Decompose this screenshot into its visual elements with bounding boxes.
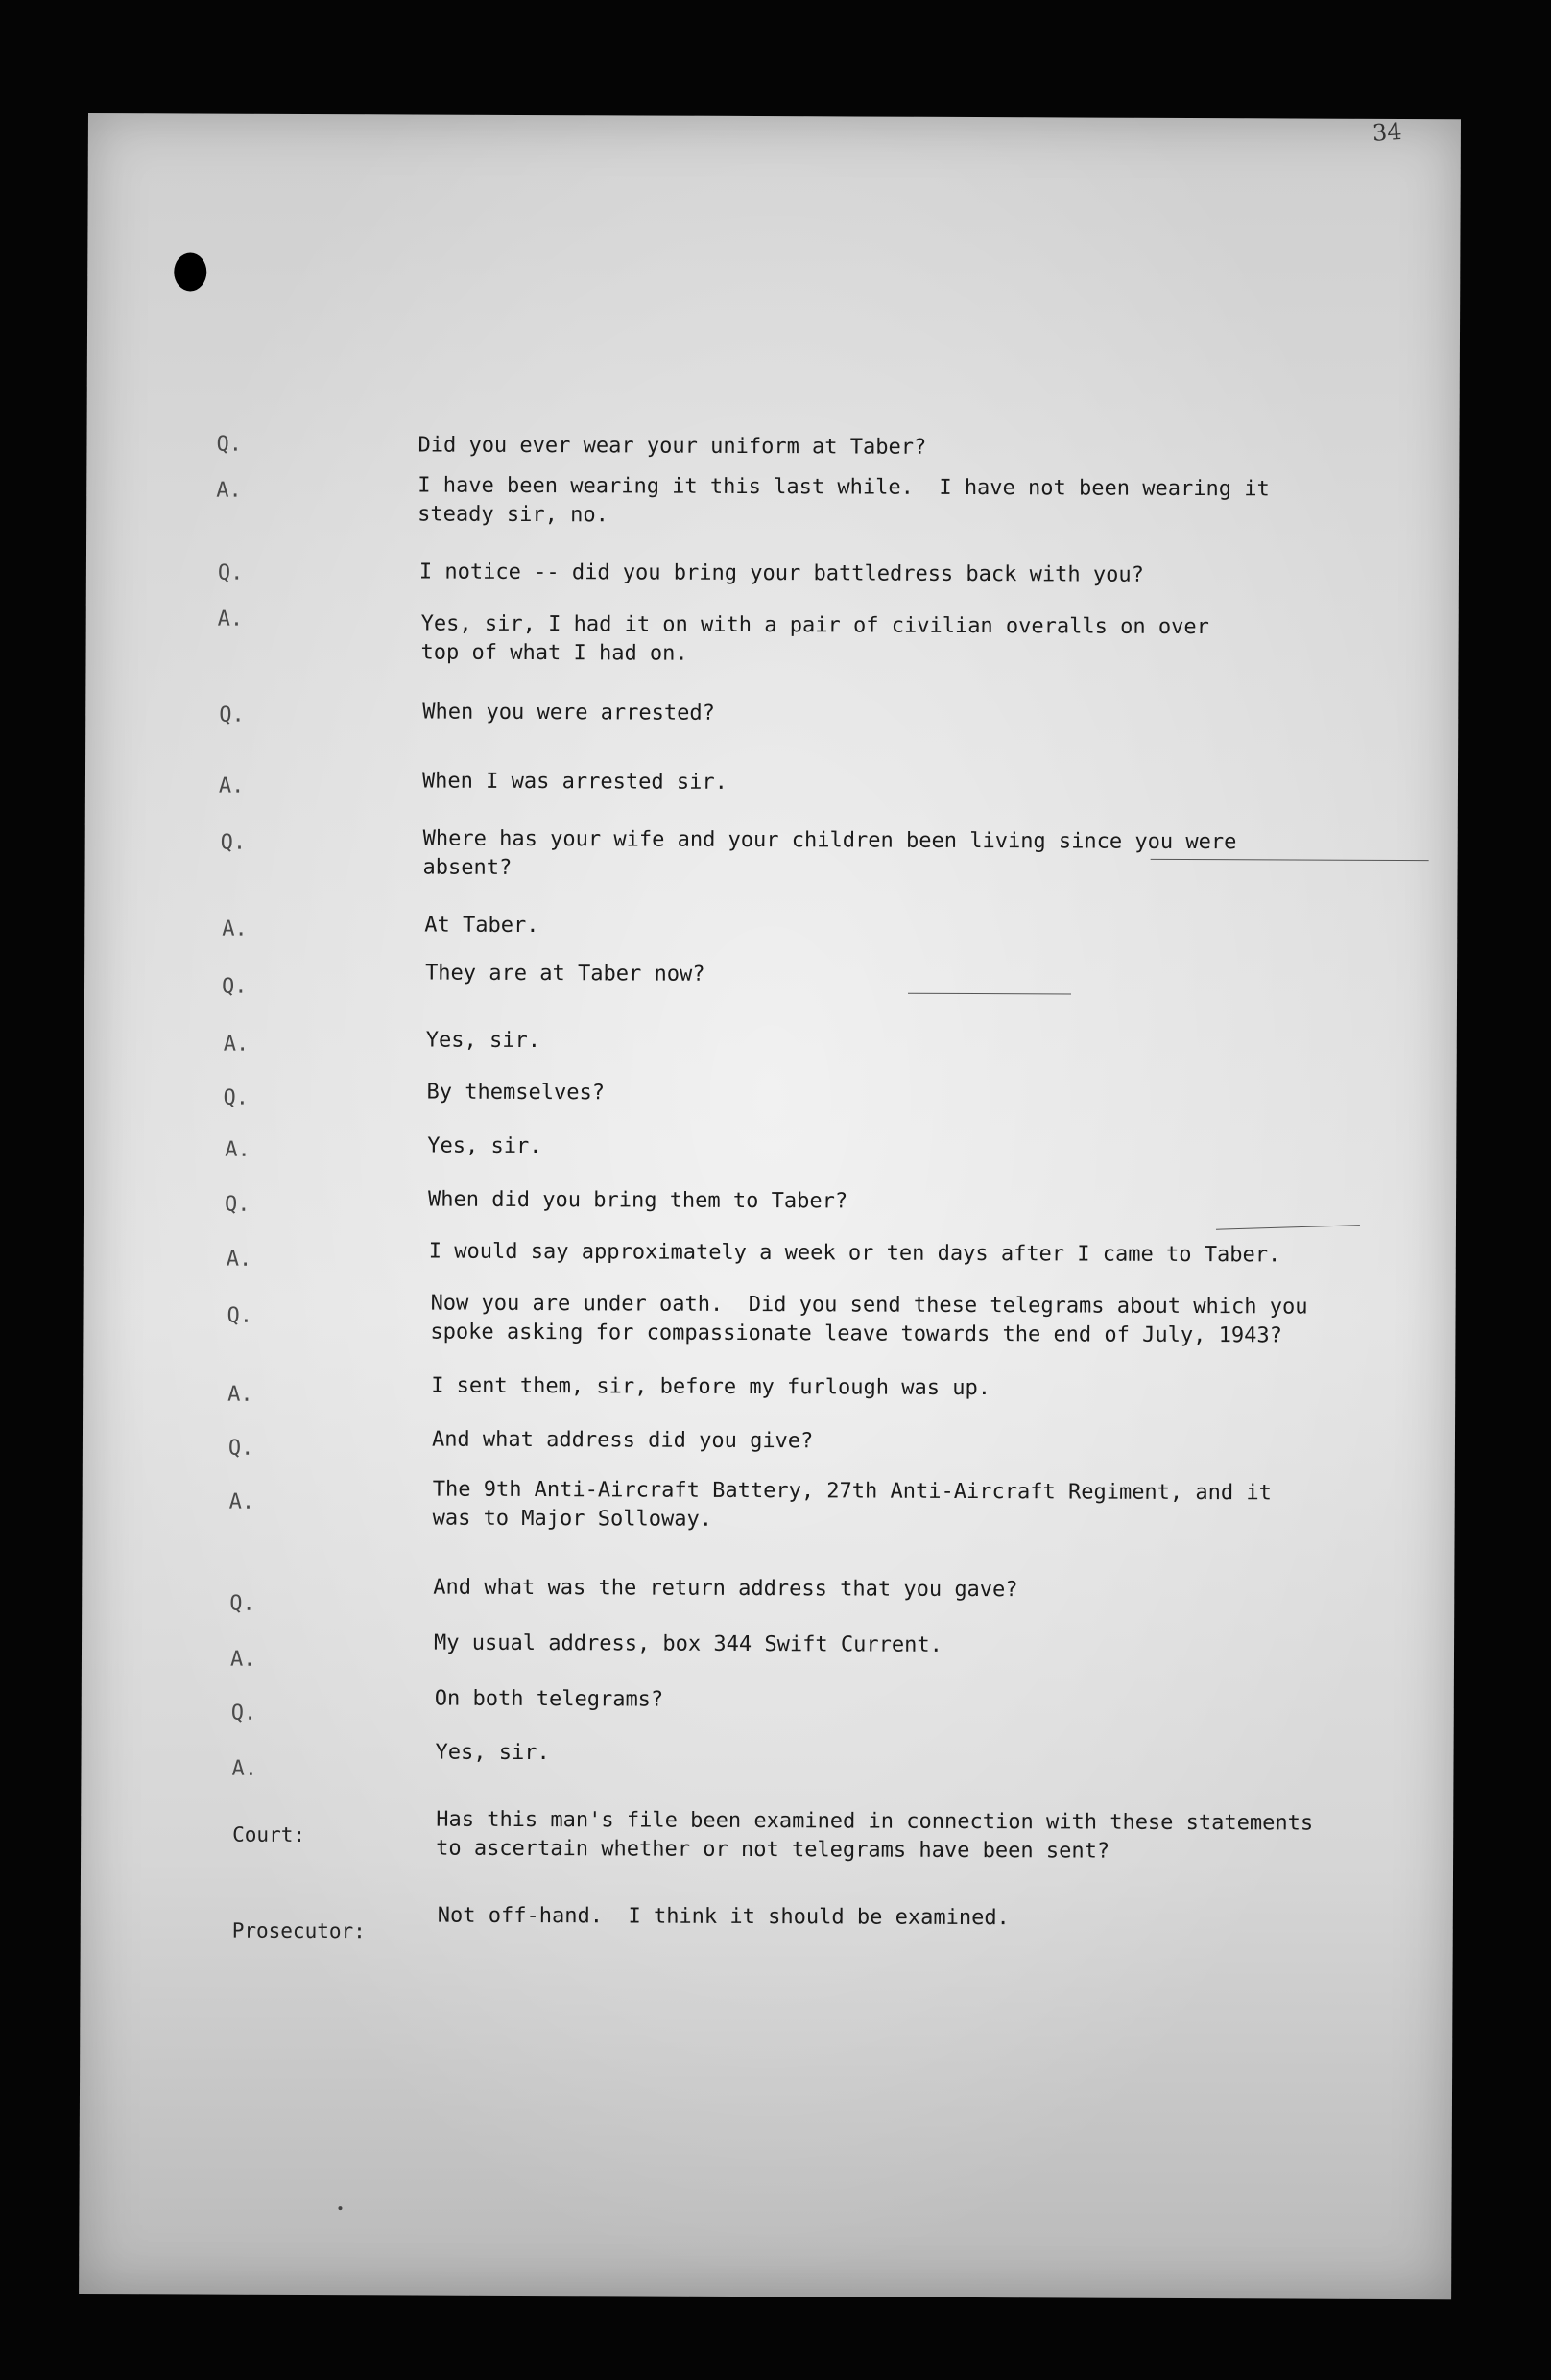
speaker-q: Q. [216, 432, 243, 457]
speaker-q: Q. [230, 1701, 257, 1726]
speaker-a: A. [218, 774, 245, 798]
prosecutor-statement: Not off-hand. I think it should be examined. [437, 1903, 1010, 1931]
question-text: Did you ever wear your uniform at Taber? [418, 433, 927, 460]
answer-text: I sent them, sir, before my furlough was up. [431, 1373, 991, 1401]
speaker-a: A. [227, 1382, 253, 1407]
speaker-q: Q. [224, 1192, 251, 1217]
speaker-a: A. [226, 1247, 252, 1272]
answer-text: The 9th Anti-Aircraft Battery, 27th Anti-Aircraft Regiment, and it was to Major Solloway. [432, 1477, 1272, 1532]
speaker-prosecutor: Prosecutor: [231, 1918, 366, 1943]
pencil-stroke [1216, 1225, 1360, 1230]
question-text: On both telegrams? [434, 1686, 664, 1712]
answer-text: My usual address, box 344 Swift Current. [433, 1630, 943, 1657]
speaker-q: Q. [217, 560, 244, 585]
question-text: And what address did you give? [431, 1427, 814, 1454]
pencil-stroke [908, 993, 1071, 995]
speaker-a: A. [216, 478, 242, 503]
question-text: I notice -- did you bring your battledress back with you? [418, 559, 1144, 587]
speaker-a: A. [217, 607, 244, 631]
speaker-a: A. [225, 1137, 251, 1162]
question-text: Now you are under oath. Did you send these telegrams about which you spoke asking for compassionate leave towards the end of July, 1943? [430, 1291, 1308, 1348]
question-text: They are at Taber now? [425, 961, 705, 987]
answer-text: Yes, sir. [425, 1028, 541, 1054]
speaker-q: Q. [219, 702, 245, 727]
page-number: 34 [1372, 117, 1403, 147]
speaker-a: A. [229, 1647, 256, 1672]
speaker-court: Court: [232, 1822, 306, 1847]
answer-text: At Taber. [424, 913, 539, 939]
question-text: When did you bring them to Taber? [428, 1187, 848, 1214]
margin-dot [338, 2206, 342, 2210]
speaker-a: A. [223, 1032, 250, 1057]
speaker-q: Q. [229, 1591, 255, 1616]
answer-text: I would say approximately a week or ten days after I came to Taber. [428, 1239, 1281, 1268]
speaker-a: A. [231, 1756, 258, 1781]
speaker-q: Q. [221, 974, 248, 999]
question-text: And what was the return address that you gave? [433, 1575, 1018, 1603]
speaker-q: Q. [227, 1436, 254, 1461]
answer-text: Yes, sir. [435, 1740, 550, 1766]
speaker-a: A. [228, 1489, 255, 1514]
speaker-q: Q. [223, 1085, 250, 1110]
court-statement: Has this man's file been examined in connection with these statements to ascertain whether or not telegrams have been sent? [436, 1807, 1314, 1864]
document-page [79, 113, 1461, 2299]
speaker-q: Q. [220, 830, 247, 855]
answer-text: Yes, sir, I had it on with a pair of civilian overalls on over top of what I had on. [420, 611, 1209, 666]
question-text: Where has your wife and your children been living since you were absent? [422, 826, 1237, 880]
answer-text: I have been wearing it this last while. I have not been wearing it steady sir, no. [418, 473, 1270, 528]
speaker-a: A. [222, 916, 248, 941]
answer-text: Yes, sir. [427, 1133, 542, 1159]
speaker-q: Q. [227, 1303, 253, 1328]
answer-text: When I was arrested sir. [421, 769, 728, 795]
punch-hole [174, 252, 206, 291]
question-text: When you were arrested? [422, 700, 715, 726]
question-text: By themselves? [426, 1080, 606, 1106]
